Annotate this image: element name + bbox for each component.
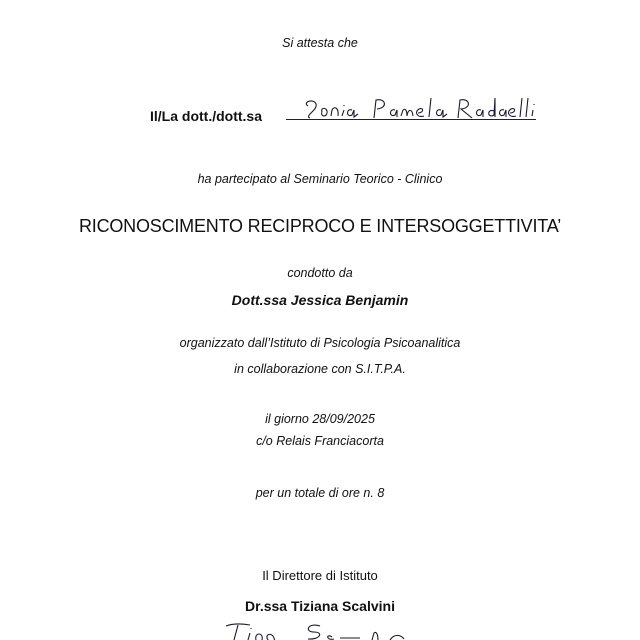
intro-text: Si attesta che	[282, 36, 358, 50]
director-name: Dr.ssa Tiziana Scalvini	[245, 598, 395, 614]
seminar-location: c/o Relais Franciacorta	[256, 434, 384, 448]
organizer-text: organizzato dall’Istituto di Psicologia Psicoanalitica	[179, 336, 461, 350]
collaboration-text: in collaborazione con S.I.T.P.A.	[234, 362, 406, 376]
seminar-title: RICONOSCIMENTO RECIPROCO E INTERSOGGETTIVITA’	[78, 216, 562, 236]
total-hours: per un totale di ore n. 8	[255, 486, 385, 500]
director-role: Il Direttore di Istituto	[262, 568, 378, 583]
seminar-intro: ha partecipato al Seminario Teorico - Clinico	[197, 172, 443, 186]
recipient-label: Il/La dott./dott.sa	[150, 108, 262, 124]
recipient-row	[0, 98, 640, 128]
director-signature	[212, 620, 412, 640]
conducted-by-label: condotto da	[287, 266, 353, 280]
recipient-signature	[300, 94, 540, 126]
teacher-name: Dott.ssa Jessica Benjamin	[231, 292, 409, 308]
seminar-date: il giorno 28/09/2025	[265, 412, 375, 426]
